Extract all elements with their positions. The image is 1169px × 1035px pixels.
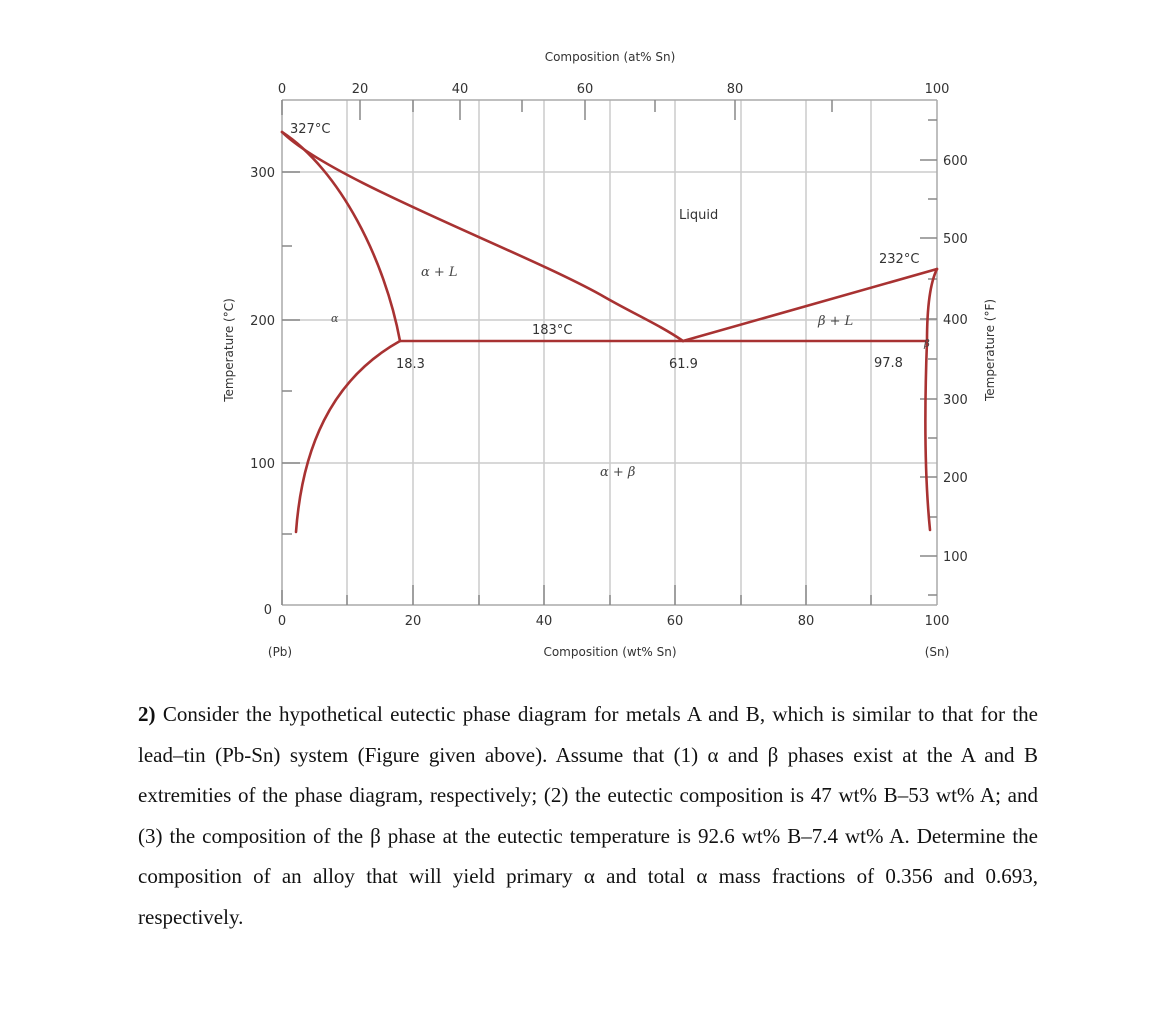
sn-end-label: (Sn) xyxy=(924,645,950,659)
left-tick-label: 0 xyxy=(263,603,272,618)
alpha-solvus xyxy=(296,341,400,532)
alpha-composition-label: 18.3 xyxy=(396,357,425,372)
bottom-tick-label: 20 xyxy=(404,614,422,629)
right-tick-label: 500 xyxy=(943,232,968,247)
alpha-plus-liquid-label: α + L xyxy=(421,265,458,280)
top-axis-title: Composition (at% Sn) xyxy=(544,50,676,64)
right-tick-label: 600 xyxy=(943,154,968,169)
left-tick-label: 100 xyxy=(250,457,275,472)
liquid-region-label: Liquid xyxy=(679,208,719,223)
left-tick-labels xyxy=(250,166,275,618)
left-axis-title: Temperature (°C) xyxy=(222,298,236,402)
right-tick-label: 100 xyxy=(943,550,968,565)
right-tick-label: 400 xyxy=(943,313,968,328)
top-tick-label: 100 xyxy=(924,82,950,97)
top-tick-label: 40 xyxy=(451,82,469,97)
right-tick-label: 200 xyxy=(943,471,968,486)
bottom-axis-title: Composition (wt% Sn) xyxy=(543,645,677,659)
right-tick-label: 300 xyxy=(943,393,968,408)
top-tick-label: 80 xyxy=(726,82,744,97)
eutectic-temperature-label: 183°C xyxy=(532,323,573,338)
pb-melting-point-label: 327°C xyxy=(290,122,331,137)
question-body: Consider the hypothetical eutectic phase diagram for metals A and B, which is similar to that for the lead–tin (Pb-Sn) system (Figure given above). Assume that (1) α and β phases exist at the A and B extremities of the phase diagram, respectively; (2) the eutectic composition is 47 wt% B–53 wt% A; and (3) the composition of the β phase at the eutectic temperature is 92.6 wt% B–7.4 wt% A. Determine the composition of an alloy that will yield primary α and total α mass fractions of 0.356 and 0.693, respectively. xyxy=(138,702,1039,929)
bottom-tick-label: 80 xyxy=(797,614,815,629)
top-tick-label: 60 xyxy=(576,82,594,97)
right-axis-title: Temperature (°F) xyxy=(983,298,997,402)
liquidus-left xyxy=(282,132,683,341)
left-tick-label: 300 xyxy=(250,166,275,181)
question-text-block xyxy=(138,694,1038,937)
top-tick-label: 20 xyxy=(351,82,369,97)
alpha-region-label: α xyxy=(331,312,339,325)
beta-solidus xyxy=(927,269,937,341)
alpha-solidus xyxy=(282,132,400,341)
top-tick-label: 0 xyxy=(277,82,287,97)
beta-plus-liquid-label: β + L xyxy=(818,314,854,329)
question-number: 2) xyxy=(138,702,156,726)
beta-solvus xyxy=(925,341,930,530)
alpha-plus-beta-label: α + β xyxy=(600,465,636,480)
bottom-tick-label: 40 xyxy=(535,614,553,629)
bottom-tick-label: 100 xyxy=(924,614,950,629)
pb-end-label: (Pb) xyxy=(267,645,293,659)
left-tick-label: 200 xyxy=(250,314,275,329)
top-tick-labels xyxy=(278,82,950,97)
bottom-tick-label: 0 xyxy=(277,614,287,629)
liquidus-right xyxy=(683,269,937,341)
eutectic-composition-label: 61.9 xyxy=(669,357,698,372)
right-tick-labels xyxy=(943,154,968,565)
beta-region-label: β xyxy=(924,339,930,350)
bottom-tick-label: 60 xyxy=(666,614,684,629)
sn-melting-point-label: 232°C xyxy=(879,252,920,267)
bottom-tick-labels xyxy=(278,614,950,629)
beta-composition-label: 97.8 xyxy=(874,356,903,371)
